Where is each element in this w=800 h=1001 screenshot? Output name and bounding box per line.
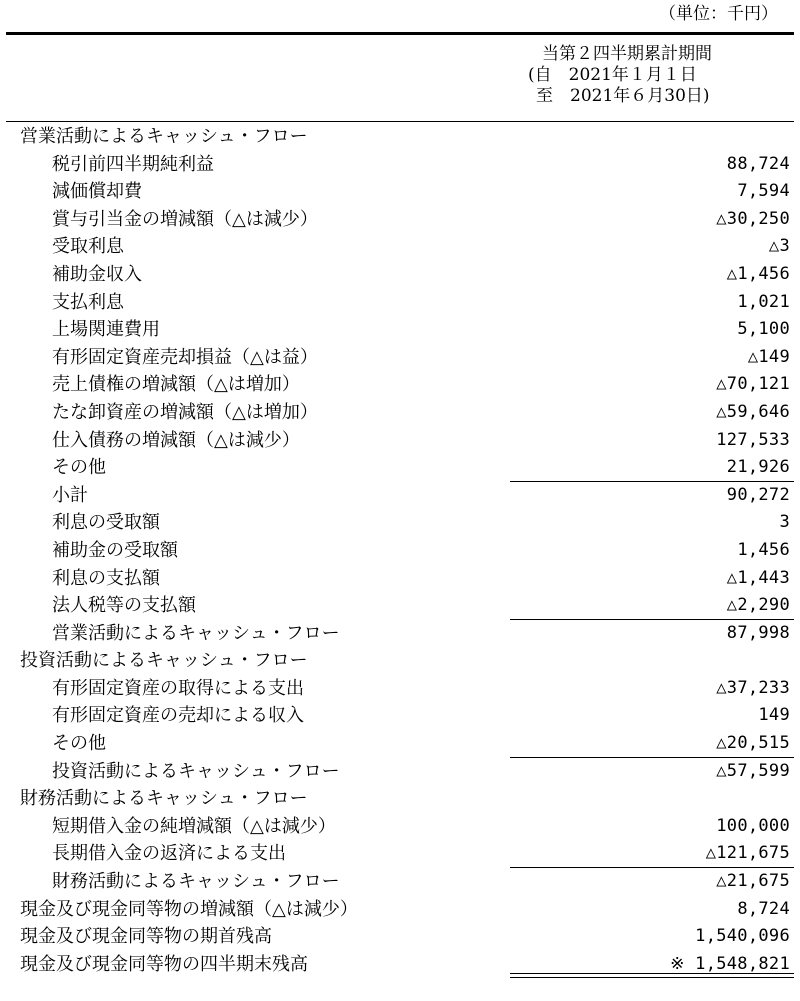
- row-label: 法人税等の支払額: [52, 595, 196, 617]
- table-row: [6, 151, 794, 179]
- table-row: [6, 206, 794, 234]
- row-value: △57,599: [716, 760, 790, 781]
- row-label: 仕入債務の増減額（△は減少）: [52, 429, 300, 451]
- row-label: 投資活動によるキャッシュ・フロー: [20, 650, 308, 672]
- row-value: 1,540,096: [695, 926, 790, 947]
- row-label: その他: [52, 457, 106, 479]
- table-row: [6, 289, 794, 317]
- row-value: 88,724: [726, 153, 790, 174]
- table-row: [6, 509, 794, 537]
- row-value: △21,675: [716, 871, 790, 892]
- row-label: 利息の支払額: [52, 567, 160, 589]
- row-label: 補助金収入: [52, 263, 142, 285]
- row-label: 営業活動によるキャッシュ・フロー: [20, 126, 308, 147]
- table-row: [6, 261, 794, 289]
- row-label: 有形固定資産売却損益（△は益）: [52, 346, 318, 368]
- row-label: 支払利息: [52, 291, 124, 313]
- table-row: [6, 592, 794, 620]
- row-label: その他: [52, 733, 106, 755]
- row-value: 87,998: [726, 622, 790, 643]
- row-value: △30,250: [716, 208, 790, 229]
- table-row: [6, 840, 794, 868]
- table-row: [6, 868, 794, 896]
- period-from: (自 2021年１月１日: [528, 65, 697, 85]
- row-label: 営業活動によるキャッシュ・フロー: [52, 622, 340, 644]
- table-row: [6, 537, 794, 565]
- row-value: 127,533: [716, 429, 790, 450]
- row-value: 8,724: [737, 898, 790, 919]
- row-label: 財務活動によるキャッシュ・フロー: [20, 788, 308, 810]
- row-value: 1,021: [737, 291, 790, 312]
- table-row: [6, 785, 794, 813]
- table-row: [6, 371, 794, 399]
- row-value: △3: [768, 236, 790, 257]
- row-value: △121,675: [705, 843, 790, 864]
- row-label: 賞与引当金の増減額（△は減少）: [52, 208, 318, 230]
- row-value: ※ 1,548,821: [670, 953, 790, 974]
- row-value: △149: [747, 346, 790, 367]
- row-value: △70,121: [716, 374, 790, 395]
- row-value: △20,515: [716, 733, 790, 754]
- table-row: [6, 813, 794, 841]
- table-row: [6, 675, 794, 703]
- period-title: 当第２四半期累計期間: [542, 44, 712, 64]
- table-row: [6, 427, 794, 455]
- row-label: 売上債権の増減額（△は増加）: [52, 374, 300, 396]
- period-header: [510, 44, 790, 107]
- table-row: [6, 923, 794, 951]
- row-label: 利息の受取額: [52, 512, 160, 534]
- table-row: [6, 178, 794, 206]
- row-value: 3: [779, 512, 790, 533]
- table-row: [6, 647, 794, 675]
- row-value: 149: [758, 705, 790, 726]
- table-row: [6, 454, 794, 482]
- row-value: 90,272: [726, 484, 790, 505]
- row-label: 現金及び現金同等物の四半期末残高: [20, 953, 308, 975]
- table-row: [6, 316, 794, 344]
- row-value: 100,000: [716, 815, 790, 836]
- table-row: [6, 482, 794, 510]
- row-value: △1,443: [726, 567, 790, 588]
- row-label: 補助金の受取額: [52, 539, 178, 561]
- row-label: 投資活動によるキャッシュ・フロー: [52, 760, 340, 782]
- row-value: 7,594: [737, 181, 790, 202]
- row-label: 財務活動によるキャッシュ・フロー: [52, 871, 340, 893]
- row-label: 現金及び現金同等物の期首残高: [20, 926, 272, 948]
- row-value: △2,290: [726, 595, 790, 616]
- top-rule: [6, 32, 794, 35]
- row-label: 短期借入金の純増減額（△は減少）: [52, 815, 336, 837]
- row-value: 1,456: [737, 539, 790, 560]
- table-row: [6, 758, 794, 786]
- row-value: △37,233: [716, 677, 790, 698]
- row-value: 21,926: [726, 457, 790, 478]
- row-value: 5,100: [737, 319, 790, 340]
- row-value: △59,646: [716, 401, 790, 422]
- row-label: 長期借入金の返済による支出: [52, 843, 286, 865]
- row-label: 小計: [52, 484, 88, 506]
- table-row: [6, 730, 794, 758]
- row-label: 税引前四半期純利益: [52, 153, 214, 175]
- row-label: 有形固定資産の売却による収入: [52, 705, 304, 727]
- table-row: [6, 702, 794, 730]
- table-row: [6, 344, 794, 372]
- row-label: 現金及び現金同等物の増減額（△は減少）: [20, 898, 358, 920]
- row-value: △1,456: [726, 263, 790, 284]
- table-row: [6, 233, 794, 261]
- table-row: [6, 896, 794, 924]
- table-row: [6, 399, 794, 427]
- row-label: 受取利息: [52, 236, 124, 258]
- row-label: たな卸資産の増減額（△は増加）: [52, 401, 318, 423]
- table-row: [6, 565, 794, 593]
- row-label: 有形固定資産の取得による支出: [52, 677, 304, 699]
- row-label: 上場関連費用: [52, 319, 160, 341]
- row-label: 減価償却費: [52, 181, 142, 203]
- table-row: [6, 951, 794, 979]
- unit-label: （単位：千円）: [659, 4, 778, 24]
- header-rule: [6, 121, 794, 122]
- table-row: [6, 123, 794, 151]
- cash-flow-table: [6, 123, 794, 978]
- table-row: [6, 620, 794, 648]
- period-to: 至 2021年６月30日): [536, 86, 710, 106]
